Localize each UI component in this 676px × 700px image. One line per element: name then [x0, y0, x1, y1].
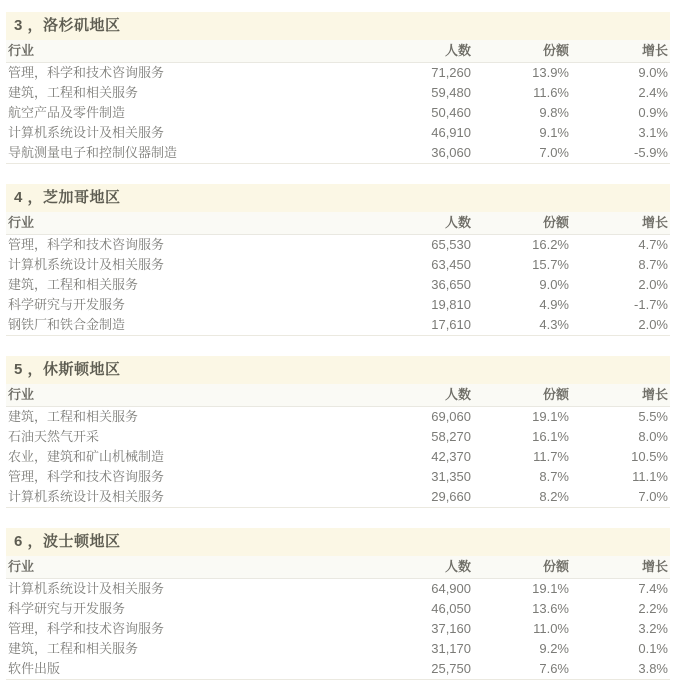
- industry-share: 11.6%: [533, 85, 569, 100]
- industry-row: [6, 315, 670, 335]
- column-header-count: 人数: [444, 559, 471, 574]
- industry-share: 4.9%: [539, 297, 569, 312]
- industry-growth: 2.2%: [638, 601, 668, 616]
- industry-growth: 9.0%: [638, 65, 668, 80]
- column-header-growth: 增长: [641, 215, 668, 230]
- industry-growth: 0.1%: [638, 641, 668, 656]
- industry-count: 36,650: [431, 277, 471, 292]
- industry-row: [6, 255, 670, 275]
- industry-growth: 3.2%: [638, 621, 668, 636]
- industry-name: 建筑，工程和相关服务: [8, 85, 139, 100]
- industry-row: [6, 487, 670, 507]
- industry-share: 9.1%: [539, 125, 569, 140]
- industry-name: 计算机系统设计及相关服务: [8, 125, 165, 140]
- industry-share: 15.7%: [532, 257, 569, 272]
- industry-share: 8.7%: [539, 469, 569, 484]
- industry-name: 农业，建筑和矿山机械制造: [8, 449, 165, 464]
- industry-name: 软件出版: [8, 661, 61, 676]
- section-title: 6 ，波士顿地区: [6, 528, 670, 556]
- industry-row: [6, 83, 670, 103]
- industry-growth: 3.1%: [638, 125, 668, 140]
- industry-count: 58,270: [431, 429, 471, 444]
- industry-growth: 2.0%: [638, 317, 668, 332]
- industry-count: 31,350: [431, 469, 471, 484]
- industry-count: 59,480: [431, 85, 471, 100]
- column-header-count: 人数: [444, 43, 471, 58]
- column-header-industry: 行业: [8, 559, 35, 574]
- column-header-count: 人数: [444, 215, 471, 230]
- industry-count: 46,050: [431, 601, 471, 616]
- industry-name: 管理，科学和技术咨询服务: [8, 469, 165, 484]
- industry-growth: 4.7%: [638, 237, 668, 252]
- column-header-industry: 行业: [8, 387, 35, 402]
- industry-share: 9.8%: [539, 105, 569, 120]
- industry-count: 65,530: [431, 237, 471, 252]
- industry-count: 63,450: [431, 257, 471, 272]
- industry-name: 航空产品及零件制造: [8, 105, 126, 120]
- industry-growth: -5.9%: [634, 145, 668, 160]
- industry-count: 46,910: [431, 125, 471, 140]
- industry-growth: -1.7%: [634, 297, 668, 312]
- industry-growth: 11.1%: [632, 469, 668, 484]
- industry-share: 13.6%: [532, 601, 569, 616]
- industry-growth: 8.0%: [638, 429, 668, 444]
- industry-row: [6, 599, 670, 619]
- column-header-row: [6, 212, 670, 235]
- industry-share: 11.0%: [533, 621, 569, 636]
- industry-name: 计算机系统设计及相关服务: [8, 581, 165, 596]
- industry-count: 17,610: [431, 317, 471, 332]
- industry-name: 钢铁厂和铁合金制造: [8, 317, 126, 332]
- industry-share: 7.6%: [539, 661, 569, 676]
- industry-row: [6, 235, 670, 255]
- column-header-row: [6, 384, 670, 407]
- industry-name: 计算机系统设计及相关服务: [8, 489, 165, 504]
- industry-growth: 7.0%: [638, 489, 668, 504]
- industry-row: [6, 447, 670, 467]
- industry-growth: 2.0%: [638, 277, 668, 292]
- section-title: 5 ，休斯顿地区: [6, 356, 670, 384]
- industry-name: 管理，科学和技术咨询服务: [8, 65, 165, 80]
- column-header-share: 份额: [542, 215, 569, 230]
- industry-name: 导航测量电子和控制仪器制造: [8, 145, 178, 160]
- industry-share: 9.2%: [539, 641, 569, 656]
- column-header-industry: 行业: [8, 215, 35, 230]
- industry-row: [6, 427, 670, 447]
- column-header-industry: 行业: [8, 43, 35, 58]
- column-header-growth: 增长: [641, 559, 668, 574]
- industry-row: [6, 63, 670, 83]
- industry-name: 科学研究与开发服务: [8, 297, 126, 312]
- column-header-growth: 增长: [641, 43, 668, 58]
- industry-row: [6, 275, 670, 295]
- column-header-share: 份额: [542, 559, 569, 574]
- region-section: [6, 528, 670, 680]
- industry-row: [6, 123, 670, 143]
- industry-count: 71,260: [431, 65, 471, 80]
- industry-row: [6, 407, 670, 427]
- industry-count: 19,810: [431, 297, 471, 312]
- industry-share: 8.2%: [539, 489, 569, 504]
- industry-share: 19.1%: [532, 409, 569, 424]
- industry-growth: 7.4%: [638, 581, 668, 596]
- column-header-count: 人数: [444, 387, 471, 402]
- industry-share: 13.9%: [532, 65, 569, 80]
- column-header-row: [6, 556, 670, 579]
- industry-share: 4.3%: [539, 317, 569, 332]
- column-header-row: [6, 40, 670, 63]
- industry-share: 9.0%: [539, 277, 569, 292]
- industry-count: 25,750: [431, 661, 471, 676]
- section-title: 4 ，芝加哥地区: [6, 184, 670, 212]
- region-section: [6, 12, 670, 164]
- industry-name: 建筑，工程和相关服务: [8, 641, 139, 656]
- column-header-growth: 增长: [641, 387, 668, 402]
- industry-row: [6, 619, 670, 639]
- industry-share: 7.0%: [539, 145, 569, 160]
- industry-share: 19.1%: [532, 581, 569, 596]
- industry-name: 管理，科学和技术咨询服务: [8, 237, 165, 252]
- industry-row: [6, 295, 670, 315]
- industry-count: 29,660: [431, 489, 471, 504]
- industry-growth: 8.7%: [638, 257, 668, 272]
- column-header-share: 份额: [542, 43, 569, 58]
- industry-count: 36,060: [431, 145, 471, 160]
- industry-share: 16.1%: [532, 429, 569, 444]
- industry-row: [6, 659, 670, 679]
- industry-count: 69,060: [431, 409, 471, 424]
- industry-row: [6, 103, 670, 123]
- industry-growth: 0.9%: [638, 105, 668, 120]
- industry-growth: 10.5%: [631, 449, 668, 464]
- industry-count: 42,370: [431, 449, 471, 464]
- industry-growth: 5.5%: [638, 409, 668, 424]
- regional-industry-report: [6, 12, 670, 700]
- industry-row: [6, 143, 670, 163]
- industry-growth: 3.8%: [638, 661, 668, 676]
- industry-name: 建筑，工程和相关服务: [8, 409, 139, 424]
- industry-count: 31,170: [431, 641, 471, 656]
- industry-name: 建筑，工程和相关服务: [8, 277, 139, 292]
- industry-name: 管理，科学和技术咨询服务: [8, 621, 165, 636]
- industry-name: 计算机系统设计及相关服务: [8, 257, 165, 272]
- region-section: [6, 184, 670, 336]
- industry-row: [6, 579, 670, 599]
- section-title: 3 ，洛杉矶地区: [6, 12, 670, 40]
- region-section: [6, 356, 670, 508]
- industry-share: 11.7%: [533, 449, 569, 464]
- industry-name: 石油天然气开采: [8, 429, 100, 444]
- industry-share: 16.2%: [532, 237, 569, 252]
- industry-count: 64,900: [431, 581, 471, 596]
- industry-growth: 2.4%: [638, 85, 668, 100]
- industry-count: 37,160: [431, 621, 471, 636]
- column-header-share: 份额: [542, 387, 569, 402]
- industry-count: 50,460: [431, 105, 471, 120]
- industry-name: 科学研究与开发服务: [8, 601, 126, 616]
- industry-row: [6, 467, 670, 487]
- industry-row: [6, 639, 670, 659]
